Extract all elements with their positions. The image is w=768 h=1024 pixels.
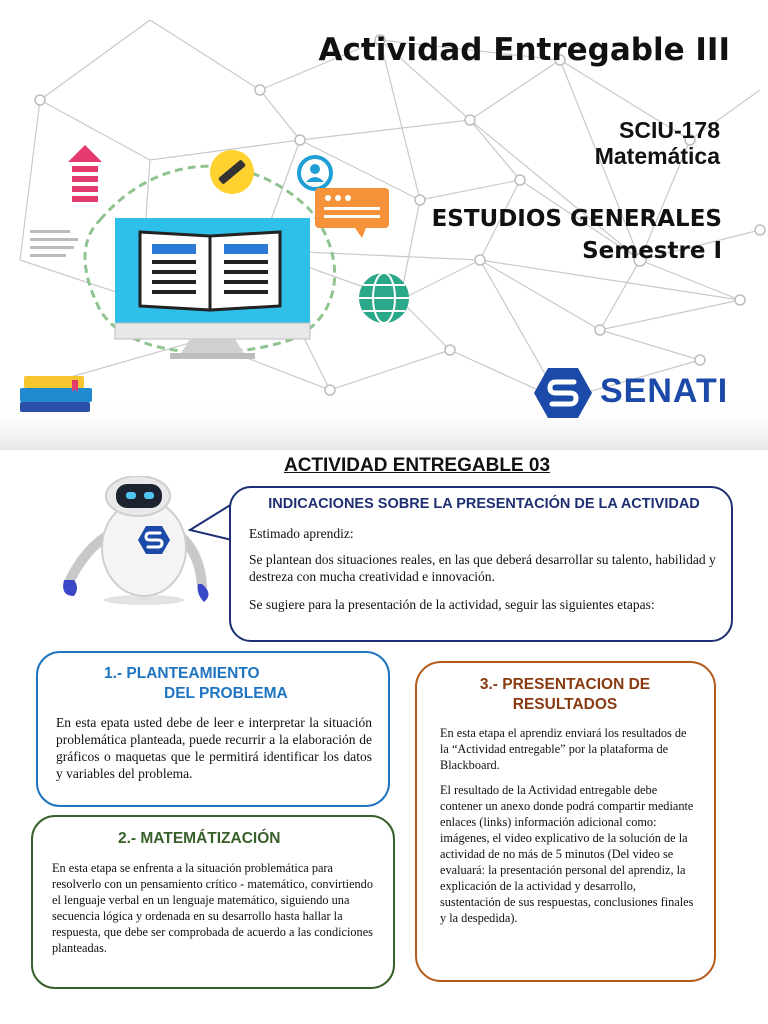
- indications-paragraph-2: Se sugiere para la presentación de la actividad, seguir las siguientes etapas:: [249, 597, 655, 612]
- pencil-icon: [210, 150, 254, 194]
- program-info: [380, 203, 722, 267]
- stage-2-title: 2.- MATEMÁTIZACIÓN: [118, 830, 281, 847]
- stage-3-title-line-2: RESULTADOS: [512, 696, 618, 713]
- stage-3-text-2: El resultado de la Actividad entregable debe contener un anexo donde podrá compartir mediante enlaces (links) información adicional como: imágenes, el video explicativo de la solución de la actividad de no más de 5 minutos (Del video se evaluará: la presentación personal del aprendiz, la explicación de la actividad y desarrollo, sustentación de sus respuestas, conclusiones finales y la despedida).: [440, 783, 694, 925]
- stage-1-title-line-1: 1.- PLANTEAMIENTO: [104, 665, 260, 682]
- document-title: Actividad Entregable III: [318, 32, 730, 68]
- semester: Semestre I: [582, 238, 722, 264]
- arrow-up-icon: [68, 145, 102, 202]
- senati-brand: SENATI: [600, 372, 729, 410]
- course-code: SCIU-178: [619, 117, 720, 143]
- document-lines-icon: [30, 230, 78, 257]
- indications-title: INDICACIONES SOBRE LA PRESENTACIÓN DE LA ACTIVIDAD: [268, 496, 700, 512]
- stage-3-title: [430, 675, 700, 715]
- senati-logo-icon: [532, 366, 594, 420]
- education-illustration: [10, 140, 430, 440]
- indications-paragraph-1: Se plantean dos situaciones reales, en las que deberá desarrollar su talento, habilidad y destreza con mucha creatividad e innovación.: [249, 552, 716, 584]
- course-info: [480, 117, 720, 169]
- open-book-icon: [140, 232, 280, 310]
- stage-1-title-line-2: DEL PROBLEMA: [164, 685, 288, 702]
- globe-icon: [359, 273, 409, 323]
- program-name: ESTUDIOS GENERALES: [431, 206, 722, 232]
- activity-title: ACTIVIDAD ENTREGABLE 03: [283, 455, 551, 476]
- stage-2-text: En esta etapa se enfrenta a la situación problemática para resolverlo con un pensamiento crítico - matemático, convirtiendo el lenguaje verbal en un lenguaje matemático, siguiendo una secuencia lógica y ordenada en su desarrollo hasta hallar la respuesta, que debe ser comprobada de acuerdo a las condiciones planteadas.: [52, 861, 373, 955]
- books-icon: [20, 376, 92, 412]
- course-name: Matemática: [594, 143, 720, 169]
- indications-greeting: Estimado aprendiz:: [249, 526, 354, 541]
- stage-3-text-1: En esta etapa el aprendiz enviará los resultados de la “Actividad entregable” por la plataforma de Blackboard.: [440, 726, 687, 772]
- stage-1-text: En esta epata usted debe de leer e interpretar la situación problemática planteada, puede recurrir a la elaboración de gráficos o maquetas que le permitirá identificar los datos y variables del problema.: [56, 715, 372, 781]
- user-icon: [299, 157, 331, 189]
- stage-3-title-line-1: 3.- PRESENTACION DE: [479, 676, 651, 693]
- chat-bubble-icon: [315, 188, 389, 238]
- stage-1-title: [104, 664, 364, 704]
